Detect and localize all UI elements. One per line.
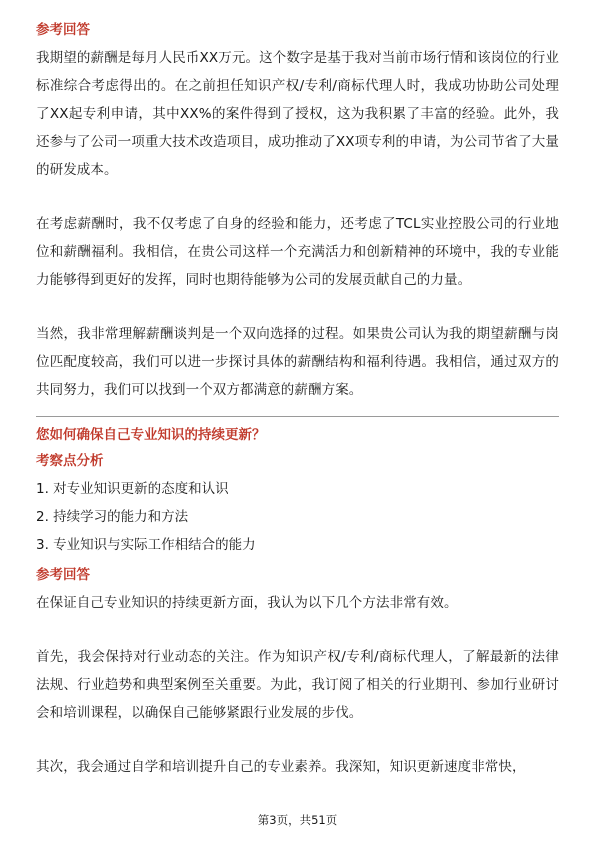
answer-paragraph: 我期望的薪酬是每月人民币XX万元。这个数字是基于我对当前市场行情和该岗位的行业标准综合考虑得出的。在之前担任知识产权/专利/商标代理人时，我成功协助公司处理了XX起专利申请，其中XX%的案件得到了授权，这为我积累了丰富的经验。此外，我还参与了公司一项重大技术改造项目，成功推动了XX项专利的申请，为公司节省了大量的研发成本。 (36, 50, 559, 178)
page-number: 第3页，共51页 (257, 813, 338, 827)
answer-paragraph: 在考虑薪酬时，我不仅考虑了自身的经验和能力，还考虑了TCL实业控股公司的行业地位和薪酬福利。我相信，在贵公司这样一个充满活力和创新精神的环境中，我的专业能力能够得到更好的发挥，同时也期待能够为公司的发展贡献自己的力量。 (36, 216, 559, 288)
question-title: 您如何确保自己专业知识的持续更新？ (36, 427, 266, 443)
analysis-label: 考察点分析 (36, 453, 104, 469)
answer-paragraph: 其次，我会通过自学和培训提升自己的专业素养。我深知，知识更新速度非常快， (36, 759, 526, 775)
answer-paragraph: 首先，我会保持对行业动态的关注。作为知识产权/专利/商标代理人，了解最新的法律法规、行业趋势和典型案例至关重要。为此，我订阅了相关的行业期刊、参加行业研讨会和培训课程，以确保自己能够紧跟行业发展的步伐。 (36, 649, 559, 721)
section-divider (36, 416, 559, 417)
analysis-point: 1. 对专业知识更新的态度和认识 (36, 481, 229, 497)
document-page (36, 20, 559, 781)
analysis-point: 3. 专业知识与实际工作相结合的能力 (36, 537, 256, 553)
reference-answer-label: 参考回答 (36, 567, 90, 583)
reference-answer-label: 参考回答 (36, 22, 90, 38)
answer-paragraph: 当然，我非常理解薪酬谈判是一个双向选择的过程。如果贵公司认为我的期望薪酬与岗位匹配度较高，我们可以进一步探讨具体的薪酬结构和福利待遇。我相信，通过双方的共同努力，我们可以找到一个双方都满意的薪酬方案。 (36, 326, 559, 398)
answer-paragraph: 在保证自己专业知识的持续更新方面，我认为以下几个方法非常有效。 (36, 595, 458, 611)
analysis-point: 2. 持续学习的能力和方法 (36, 509, 189, 525)
